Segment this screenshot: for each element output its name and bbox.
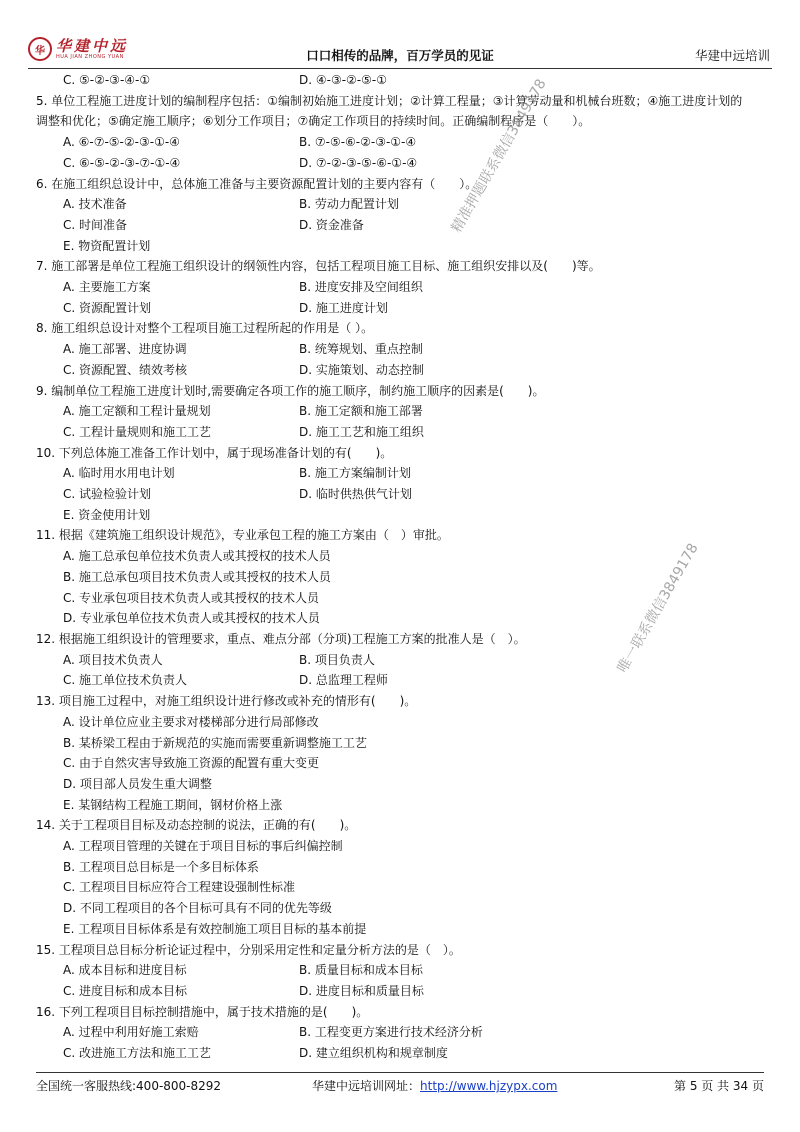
question-text: 8. 施工组织总设计对整个工程项目施工过程所起的作用是（ ）。 [36, 321, 374, 336]
question-text: 9. 编制单位工程施工进度计划时,需要确定各项工作的施工顺序，制约施工顺序的因素是( )。 [36, 383, 545, 398]
option: C. 时间准备 [63, 217, 128, 232]
header-org-name: 华建中远培训 [694, 48, 770, 63]
option: C. ⑤-②-③-④-① [63, 73, 151, 87]
option-row [36, 650, 766, 671]
option: E. 物资配置计划 [63, 238, 151, 253]
footer-website [312, 1077, 557, 1094]
question-block [36, 91, 766, 174]
question-block [36, 443, 766, 526]
option: C. 资源配置、绩效考核 [63, 362, 188, 377]
question-text: 14. 关于工程项目目标及动态控制的说法，正确的有( )。 [36, 818, 357, 833]
option-row [36, 360, 766, 381]
option-row [36, 733, 766, 754]
option: A. 设计单位应业主要求对楼梯部分进行局部修改 [63, 714, 319, 729]
option: D. ④-③-②-⑤-① [299, 73, 387, 87]
question-text: 15. 工程项目总目标分析论证过程中，分别采用定性和定量分析方法的是（ ）。 [36, 942, 461, 957]
question-block [36, 318, 766, 380]
option: A. 施工定额和工程计量规划 [63, 404, 211, 419]
option-row [36, 898, 766, 919]
option: B. 施工定额和施工部署 [299, 404, 423, 419]
option: B. 质量目标和成本目标 [299, 963, 423, 978]
option: B. 统筹规划、重点控制 [299, 342, 423, 357]
footer-hotline: 全国统一客服热线:400-800-8292 [36, 1079, 222, 1093]
option-row [36, 877, 766, 898]
option: D. 项目部人员发生重大调整 [63, 776, 212, 791]
option: A. ⑥-⑦-⑤-②-③-①-④ [63, 135, 180, 150]
option: D. 进度目标和质量目标 [299, 983, 424, 998]
option-row [36, 1022, 766, 1043]
option: C. 工程项目目标应符合工程建设强制性标准 [63, 880, 296, 895]
option-row [36, 463, 766, 484]
question-block [36, 1002, 766, 1064]
option-row [36, 960, 766, 981]
option-row [36, 753, 766, 774]
option: C. 工程计量规则和施工工艺 [63, 424, 212, 439]
footer-site-link[interactable]: http://www.hjzypx.com [420, 1079, 558, 1093]
footer-site-label: 华建中远培训网址： [312, 1079, 421, 1093]
option-row [36, 236, 766, 257]
watermark: 唯一联系微信3849178 [614, 540, 702, 676]
option-row [36, 774, 766, 795]
option-row [36, 670, 766, 691]
option: D. 施工进度计划 [299, 300, 388, 315]
option-row [36, 795, 766, 816]
logo-pinyin: HUA JIAN ZHONG YUAN [56, 53, 124, 60]
question-text: 调整和优化；⑤确定施工顺序；⑥划分工作项目；⑦确定工作项目的持续时间。正确编制程序是（ ）。 [36, 114, 591, 129]
option-row [36, 857, 766, 878]
option: A. 施工部署、进度协调 [63, 342, 187, 357]
option-row [36, 712, 766, 733]
option: A. 成本目标和进度目标 [63, 963, 187, 978]
option: D. 施工工艺和施工组织 [299, 424, 424, 439]
header-slogan: 口口相传的品牌，百万学员的见证 [306, 48, 494, 63]
option: E. 资金使用计划 [63, 507, 151, 522]
option-row [36, 836, 766, 857]
option: D. 不同工程项目的各个目标可具有不同的优先等级 [63, 901, 332, 916]
option: C. 进度目标和成本目标 [63, 983, 188, 998]
option: A. 工程项目管理的关键在于项目目标的事后纠偏控制 [63, 839, 343, 854]
option-row [36, 298, 766, 319]
option: C. 资源配置计划 [63, 300, 152, 315]
option: C. 施工单位技术负责人 [63, 673, 188, 688]
option-row [36, 505, 766, 526]
page-header [28, 32, 772, 69]
questions [36, 91, 766, 1064]
option: B. 劳动力配置计划 [299, 197, 399, 212]
option: A. 主要施工方案 [63, 280, 151, 295]
option: A. 过程中利用好施工索赔 [63, 1025, 199, 1040]
option-row [36, 401, 766, 422]
seal-icon: 华 [28, 37, 52, 61]
option: B. 工程项目总目标是一个多目标体系 [63, 859, 259, 874]
question-block [36, 815, 766, 939]
watermark: 精准押题联系微信3849178 [448, 76, 550, 236]
question-text: 6. 在施工组织总设计中，总体施工准备与主要资源配置计划的主要内容有（ ）。 [36, 176, 478, 191]
page-footer [36, 1072, 764, 1098]
option: B. 某桥梁工程由于新规范的实施而需要重新调整施工工艺 [63, 735, 367, 750]
option: D. 临时供热供气计划 [299, 487, 412, 502]
option-row [36, 70, 766, 91]
option: B. 工程变更方案进行技术经济分析 [299, 1025, 483, 1040]
option: B. 施工方案编制计划 [299, 466, 411, 481]
option-row [36, 215, 766, 236]
question-block [36, 691, 766, 815]
option-row [36, 484, 766, 505]
option: A. 项目技术负责人 [63, 652, 163, 667]
option-row [36, 153, 766, 174]
option: D. 建立组织机构和规章制度 [299, 1046, 448, 1061]
option: E. 工程项目目标体系是有效控制施工项目目标的基本前提 [63, 921, 367, 936]
option-row [36, 981, 766, 1002]
option: E. 某钢结构工程施工期间，钢材价格上涨 [63, 797, 283, 812]
question-text: 10. 下列总体施工准备工作计划中，属于现场准备计划的有( )。 [36, 445, 393, 460]
option: A. 施工总承包单位技术负责人或其授权的技术人员 [63, 549, 331, 564]
option-row [36, 132, 766, 153]
option-row [36, 1043, 766, 1064]
question-block [36, 629, 766, 691]
option-row [36, 919, 766, 940]
question-text: 12. 根据施工组织设计的管理要求，重点、难点分部（分项)工程施工方案的批准人是（ ）。 [36, 631, 526, 646]
question-text: 13. 项目施工过程中，对施工组织设计进行修改或补充的情形有( )。 [36, 694, 417, 709]
option: C. 专业承包项目技术负责人或其授权的技术人员 [63, 590, 320, 605]
option: B. 施工总承包项目技术负责人或其授权的技术人员 [63, 569, 331, 584]
question-text: 11. 根据《建筑施工组织设计规范》，专业承包工程的施工方案由（ ）审批。 [36, 528, 449, 543]
question-block [36, 940, 766, 1002]
option: B. 进度安排及空间组织 [299, 280, 423, 295]
question-text: 5. 单位工程施工进度计划的编制程序包括：①编制初始施工进度计划；②计算工程量；③计算劳动量和机械台班数；④施工进度计划的 [36, 93, 743, 108]
question-text: 16. 下列工程项目目标控制措施中，属于技术措施的是( )。 [36, 1004, 369, 1019]
option: A. 临时用水用电计划 [63, 466, 175, 481]
option-row [36, 422, 766, 443]
question-block [36, 256, 766, 318]
option: C. ⑥-⑤-②-③-⑦-①-④ [63, 155, 181, 170]
option: D. 专业承包单位技术负责人或其授权的技术人员 [63, 611, 320, 626]
option: C. 由于自然灾害导致施工资源的配置有重大变更 [63, 756, 320, 771]
page-number: 第 5 页 共 34 页 [674, 1079, 764, 1093]
question-block [36, 174, 766, 257]
question-text: 7. 施工部署是单位工程施工组织设计的纲领性内容，包括工程项目施工目标、施工组织安排以及( )等。 [36, 259, 601, 274]
option: B. ⑦-⑤-⑥-②-③-①-④ [299, 135, 417, 150]
option: D. 资金准备 [299, 217, 364, 232]
option: C. 改进施工方法和施工工艺 [63, 1046, 212, 1061]
option-row [36, 339, 766, 360]
option: A. 技术准备 [63, 197, 127, 212]
option-row [36, 277, 766, 298]
logo-text: 华建中远 [56, 36, 129, 55]
option: B. 项目负责人 [299, 652, 375, 667]
question-block [36, 381, 766, 443]
question-list [36, 70, 766, 1064]
option-row [36, 567, 766, 588]
option: C. 试验检验计划 [63, 487, 152, 502]
option-row [36, 194, 766, 215]
option: D. 实施策划、动态控制 [299, 362, 424, 377]
option: D. ⑦-②-③-⑤-⑥-①-④ [299, 155, 418, 170]
option-row [36, 546, 766, 567]
option: D. 总监理工程师 [299, 673, 388, 688]
